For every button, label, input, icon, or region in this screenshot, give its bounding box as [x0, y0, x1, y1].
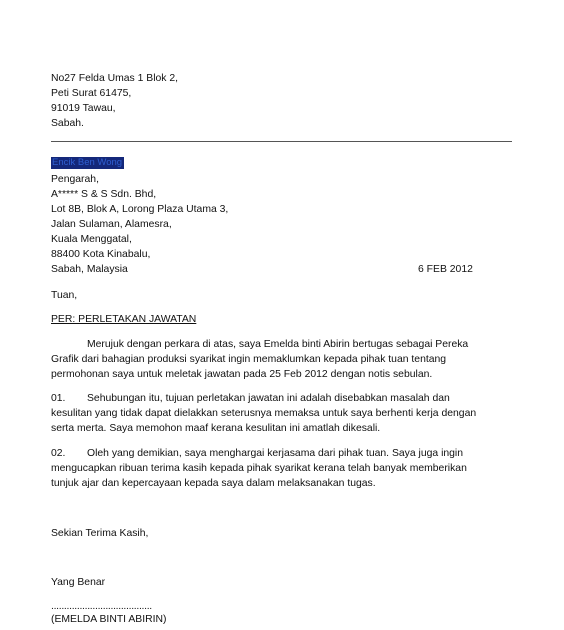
paragraph-line: Oleh yang demikian, saya menghargai kerjasama dari pihak tuan. Saya juga ingin	[87, 448, 464, 459]
letter-date: 6 FEB 2012	[418, 264, 473, 275]
sender-address-line: Peti Surat 61475,	[51, 88, 132, 99]
header-divider	[51, 141, 512, 142]
paragraph-number: 02.	[51, 448, 66, 459]
sender-address-line: Sabah.	[51, 118, 84, 129]
recipient-line: Sabah, Malaysia	[51, 264, 128, 275]
recipient-line: Jalan Sulaman, Alamesra,	[51, 219, 172, 230]
paragraph-line: Sehubungan itu, tujuan perletakan jawatan ini adalah disebabkan masalah dan	[87, 393, 450, 404]
recipient-line: Pengarah,	[51, 174, 99, 185]
recipient-line: Lot 8B, Blok A, Lorong Plaza Utama 3,	[51, 204, 229, 215]
paragraph-line: tunjuk ajar dan kepercayaan kepada saya dalam melaksanakan tugas.	[51, 478, 376, 489]
sign-off: Yang Benar	[51, 577, 106, 588]
salutation: Tuan,	[51, 290, 78, 301]
signatory-name: (EMELDA BINTI ABIRIN)	[51, 614, 167, 625]
letter-subject: PER: PERLETAKAN JAWATAN	[51, 314, 197, 325]
recipient-address	[51, 172, 228, 277]
paragraph-01	[51, 391, 513, 436]
paragraph-line: kesulitan yang tidak dapat dielakkan seterusnya memaksa untuk saya berhenti kerja dengan	[51, 408, 477, 419]
recipient-line: A***** S & S Sdn. Bhd,	[51, 189, 157, 200]
closing-text: Sekian Terima Kasih,	[51, 528, 149, 539]
paragraph-line: Merujuk dengan perkara di atas, saya Emelda binti Abirin bertugas sebagai Pereka	[87, 339, 469, 350]
signature-line: .......................................	[51, 601, 152, 612]
paragraph-line: mengucapkan ribuan terima kasih kepada pihak syarikat kerana telah banyak memberikan	[51, 463, 467, 474]
paragraph-line: serta merta. Saya memohon maaf kerana kesulitan ini amatlah dikesali.	[51, 423, 381, 434]
paragraph-02	[51, 446, 513, 491]
paragraph-line: Grafik dari bahagian produksi syarikat ingin memaklumkan kepada pihak tuan tentang	[51, 354, 447, 365]
sender-address-line: No27 Felda Umas 1 Blok 2,	[51, 73, 179, 84]
paragraph-line: permohonan saya untuk meletak jawatan pada 25 Feb 2012 dengan notis sebulan.	[51, 369, 433, 380]
paragraph-intro	[51, 337, 513, 382]
sender-address	[51, 71, 178, 131]
recipient-line: Kuala Menggatal,	[51, 234, 132, 245]
sender-address-line: 91019 Tawau,	[51, 103, 116, 114]
highlighted-name: Encik Ben Wong	[52, 157, 123, 168]
recipient-line: 88400 Kota Kinabalu,	[51, 249, 151, 260]
paragraph-number: 01.	[51, 393, 66, 404]
